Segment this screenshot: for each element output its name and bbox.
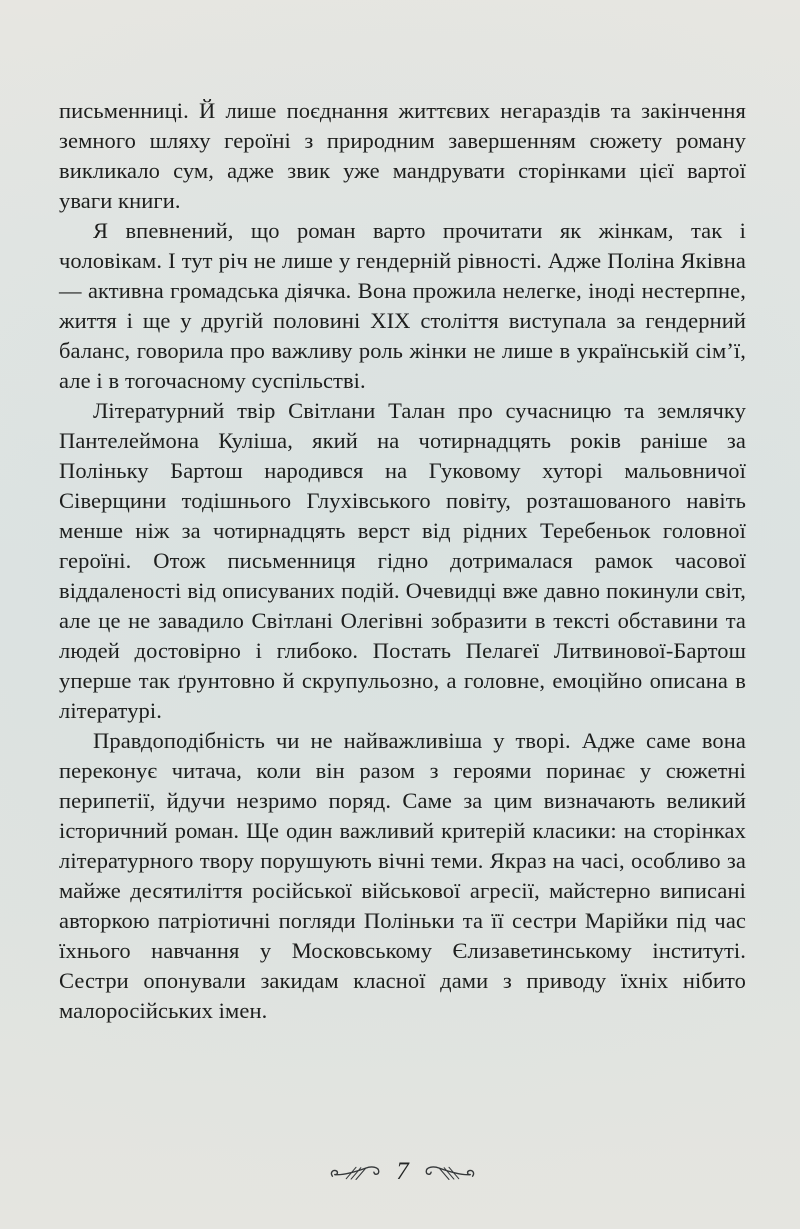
paragraph: Правдоподібність чи не найважливіша у творі. Адже саме вона переконує читача, коли він разом з героями поринає у сюжетні перипетії, йдучи незримо поряд. Саме за цим визначають великий історичний роман. Ще один важливий критерій класики: на сторінках літературного твору порушують вічні теми. Якраз на часі, особливо за майже десятиліття російської військової агресії, майстерно виписані авторкою патріотичні погляди Поліньки та її сестри Марійки під час їхнього навчання у Московському Єлизаветинському інституті. Сестри опонували закидам класної дами з приводу їхніх нібито малоросійських імен. (59, 728, 746, 1023)
body-text-block (59, 96, 746, 1026)
swash-flourish-icon (330, 1163, 382, 1183)
paragraph: Літературний твір Світлани Талан про сучасницю та землячку Пантелеймона Куліша, який на чотирнадцять років раніше за Поліньку Бартош народився на Гуковому хуторі мальовничої Сіверщини тодішнього Глухівського повіту, розташованого навіть менше ніж за чотирнадцять верст від рідних Теребеньок головної героїні. Отож письменниця гідно дотрималася рамок часової віддаленості від описуваних подій. Очевидці вже давно покинули світ, але це не завадило Світлані Олегівні зобразити в тексті обставини та людей достовірно і глибоко. Постать Пелагеї Литвинової-Бартош уперше так ґрунтовно й скрупульозно, а головне, емоційно описана в літературі. (59, 398, 746, 723)
page-footer (59, 1150, 746, 1196)
page-number: 7 (396, 1157, 409, 1185)
swash-flourish-icon (423, 1163, 475, 1183)
paragraph-continuation: письменниці. Й лише поєднання життєвих негараздів та закінчення земного шляху героїні з природним завершенням сюжету роману викликало сум, адже звик уже мандрувати сторінками цієї вартої уваги книги. (59, 98, 746, 213)
paragraph: Я впевнений, що роман варто прочитати як жінкам, так і чоловікам. І тут річ не лише у гендерній рівності. Адже Поліна Яківна — активна громадська діячка. Вона прожила нелегке, іноді нестерпне, життя і ще у другій половині XIX століття виступала за гендерний баланс, говорила про важливу роль жінки не лише в українській сім’ї, але і в тогочасному суспільстві. (59, 218, 746, 393)
